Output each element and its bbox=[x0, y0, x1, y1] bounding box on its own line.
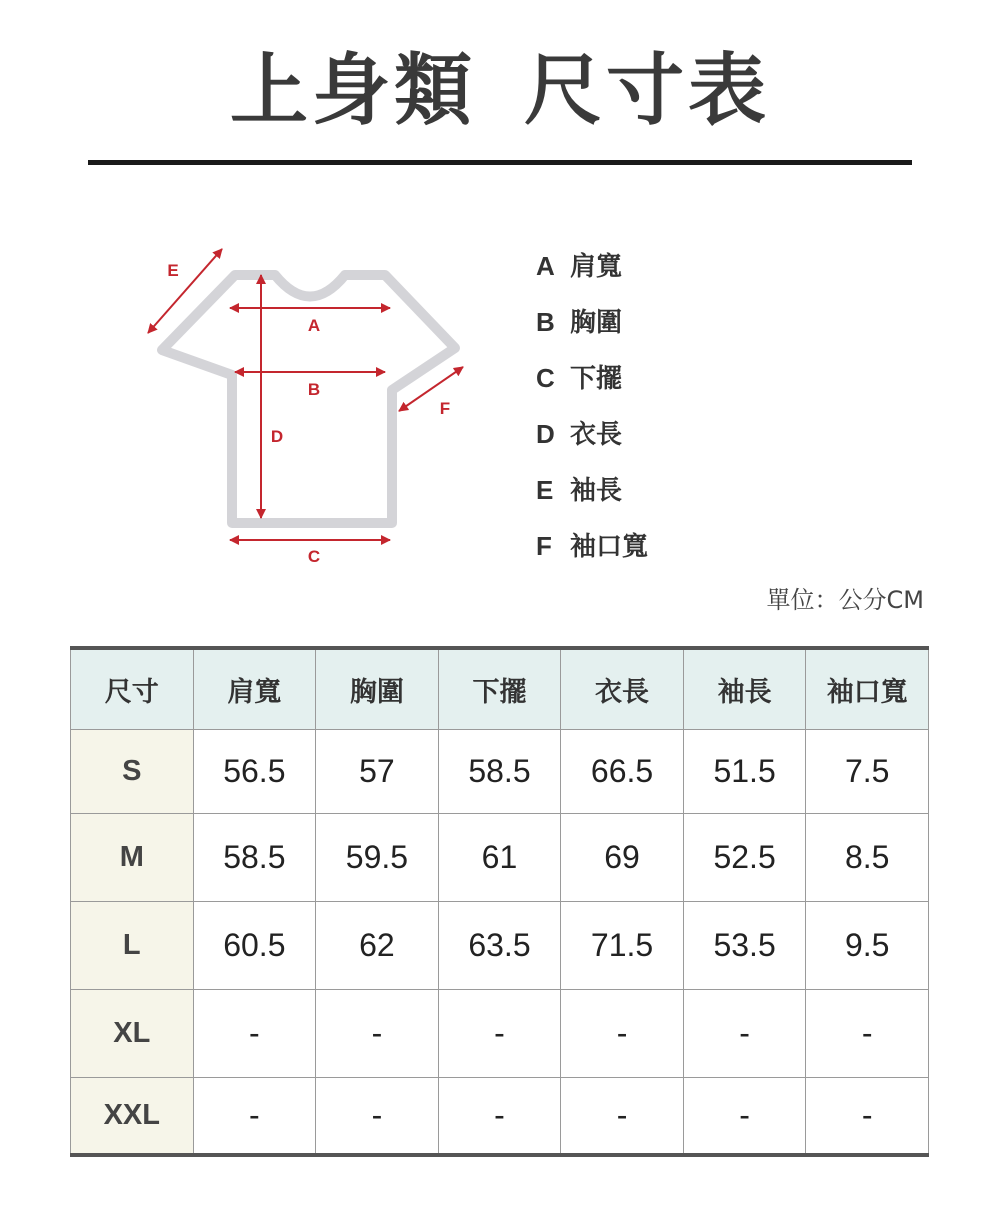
legend-label: 下擺 bbox=[570, 364, 623, 394]
value-cell: 9.5 bbox=[806, 902, 929, 990]
value-cell: - bbox=[438, 1078, 561, 1155]
table-header-row bbox=[71, 648, 929, 730]
title-part-2: 尺寸表 bbox=[524, 46, 771, 136]
legend-letter: E bbox=[536, 475, 554, 505]
value-cell: 8.5 bbox=[806, 814, 929, 902]
header-cuff-width: 袖口寬 bbox=[806, 648, 929, 730]
tshirt-outline bbox=[162, 275, 455, 523]
diagram-label-e: E bbox=[167, 261, 179, 280]
legend-item-e bbox=[536, 470, 648, 526]
value-cell: 63.5 bbox=[438, 902, 561, 990]
diagram-label-c: C bbox=[307, 547, 321, 566]
value-cell: 62 bbox=[316, 902, 439, 990]
value-cell: 57 bbox=[316, 730, 439, 814]
legend-label: 胸圍 bbox=[570, 308, 623, 338]
value-cell: 7.5 bbox=[806, 730, 929, 814]
header-sleeve-length: 袖長 bbox=[683, 648, 806, 730]
value-cell: - bbox=[683, 990, 806, 1078]
header-length: 衣長 bbox=[561, 648, 684, 730]
table-row bbox=[71, 814, 929, 902]
measurement-legend bbox=[536, 246, 648, 582]
diagram-label-d: D bbox=[270, 427, 284, 446]
value-cell: - bbox=[193, 990, 316, 1078]
legend-label: 衣長 bbox=[570, 420, 623, 450]
size-cell: S bbox=[71, 730, 194, 814]
legend-item-b bbox=[536, 302, 648, 358]
table-row bbox=[71, 1078, 929, 1155]
size-cell: XL bbox=[71, 990, 194, 1078]
value-cell: - bbox=[438, 990, 561, 1078]
legend-letter: A bbox=[536, 251, 555, 281]
value-cell: 58.5 bbox=[438, 730, 561, 814]
value-cell: - bbox=[561, 990, 684, 1078]
page-title bbox=[0, 46, 1000, 136]
value-cell: 53.5 bbox=[683, 902, 806, 990]
value-cell: 52.5 bbox=[683, 814, 806, 902]
value-cell: 71.5 bbox=[561, 902, 684, 990]
value-cell: 56.5 bbox=[193, 730, 316, 814]
value-cell: - bbox=[316, 1078, 439, 1155]
title-part-1: 上身類 bbox=[229, 46, 476, 136]
value-cell: 66.5 bbox=[561, 730, 684, 814]
table-row bbox=[71, 730, 929, 814]
legend-letter: F bbox=[536, 531, 552, 561]
table-row bbox=[71, 902, 929, 990]
legend-label: 肩寬 bbox=[570, 252, 623, 282]
legend-label: 袖口寬 bbox=[570, 532, 649, 562]
value-cell: - bbox=[193, 1078, 316, 1155]
header-hem: 下擺 bbox=[438, 648, 561, 730]
header-shoulder: 肩寬 bbox=[193, 648, 316, 730]
value-cell: 60.5 bbox=[193, 902, 316, 990]
value-cell: 69 bbox=[561, 814, 684, 902]
value-cell: - bbox=[806, 990, 929, 1078]
size-table bbox=[70, 646, 929, 1157]
size-cell: L bbox=[71, 902, 194, 990]
value-cell: 61 bbox=[438, 814, 561, 902]
value-cell: - bbox=[683, 1078, 806, 1155]
value-cell: - bbox=[806, 1078, 929, 1155]
legend-item-a bbox=[536, 246, 648, 302]
header-chest: 胸圍 bbox=[316, 648, 439, 730]
value-cell: 59.5 bbox=[316, 814, 439, 902]
tshirt-measurement-diagram bbox=[120, 230, 480, 590]
value-cell: 51.5 bbox=[683, 730, 806, 814]
value-cell: - bbox=[316, 990, 439, 1078]
unit-note: 單位：公分CM bbox=[766, 586, 924, 614]
legend-label: 袖長 bbox=[570, 476, 623, 506]
legend-item-f bbox=[536, 526, 648, 582]
diagram-label-f: F bbox=[439, 399, 451, 418]
title-divider bbox=[88, 160, 912, 165]
legend-letter: D bbox=[536, 419, 555, 449]
legend-letter: B bbox=[536, 307, 555, 337]
value-cell: - bbox=[561, 1078, 684, 1155]
legend-item-c bbox=[536, 358, 648, 414]
legend-letter: C bbox=[536, 363, 555, 393]
value-cell: 58.5 bbox=[193, 814, 316, 902]
size-cell: XXL bbox=[71, 1078, 194, 1155]
header-size: 尺寸 bbox=[71, 648, 194, 730]
size-cell: M bbox=[71, 814, 194, 902]
diagram-label-b: B bbox=[307, 380, 321, 399]
table-row bbox=[71, 990, 929, 1078]
legend-item-d bbox=[536, 414, 648, 470]
diagram-label-a: A bbox=[307, 316, 321, 335]
